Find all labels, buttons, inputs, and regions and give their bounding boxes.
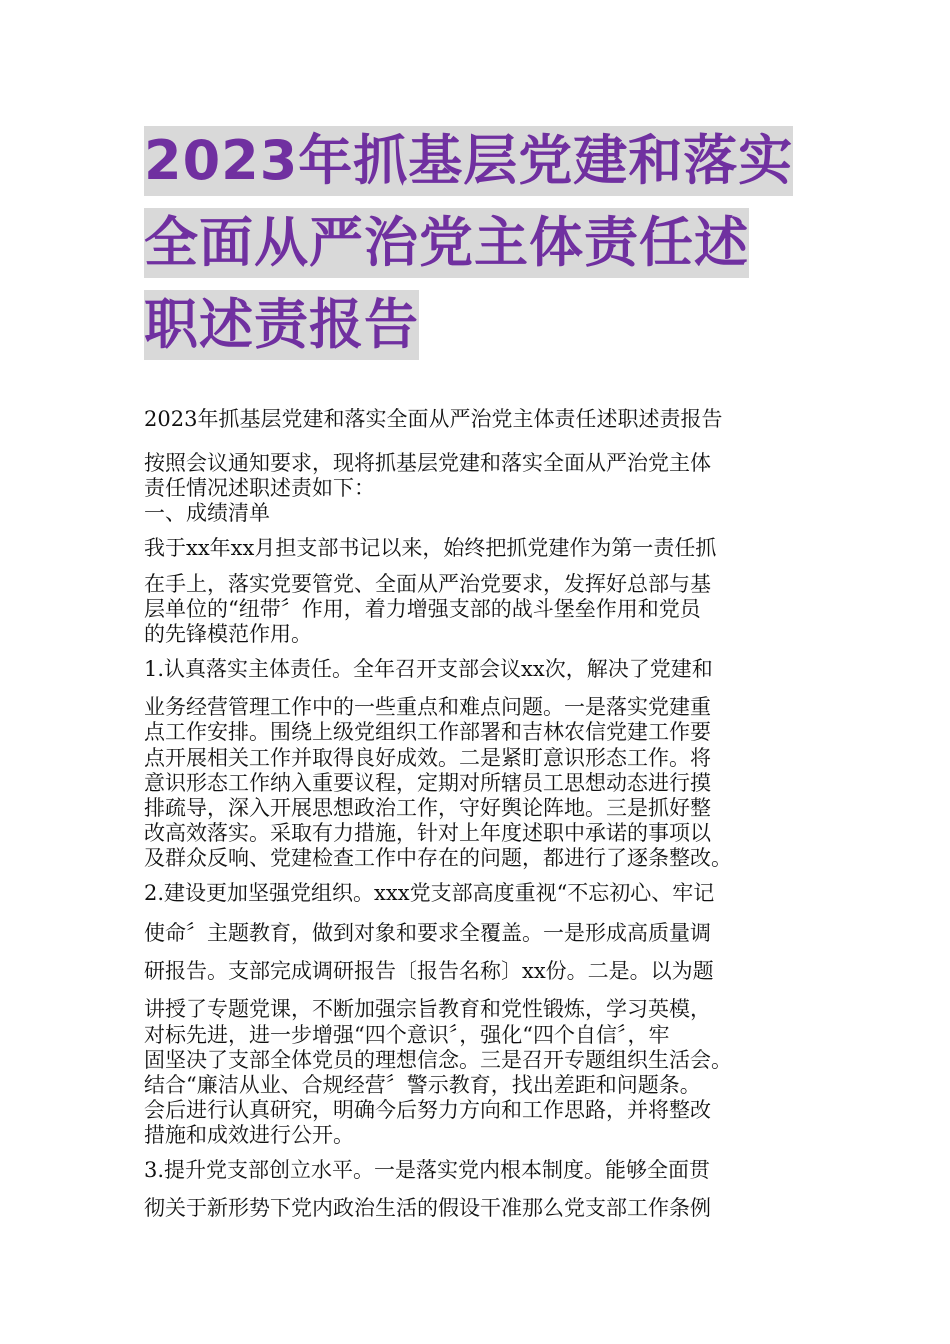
paragraph-line: 的先锋模范作用。	[144, 622, 312, 646]
item-1-line: 排疏导，深入开展思想政治工作，守好舆论阵地。三是抓好整	[144, 796, 711, 820]
item-2-line: 使命〞主题教育，做到对象和要求全覆盖。一是形成高质量调	[144, 921, 711, 945]
item-1-line: 点工作安排。围绕上级党组织工作部署和吉林农信党建工作要	[144, 720, 711, 744]
intro-line: 责任情况述职述责如下：	[144, 476, 375, 500]
item-2-line: 固坚决了支部全体党员的理想信念。三是召开专题组织生活会。	[144, 1048, 732, 1072]
item-1-line: 意识形态工作纳入重要议程，定期对所辖员工思想动态进行摸	[144, 771, 711, 795]
title-line	[144, 208, 814, 278]
section-heading: 一、成绩清单	[144, 501, 270, 525]
item-2-line: 2.建设更加坚强党组织。xxx党支部高度重视“不忘初心、牢记	[144, 881, 715, 905]
title-line	[144, 290, 814, 360]
item-2-line: 措施和成效进行公开。	[144, 1123, 354, 1147]
item-2-line: 会后进行认真研究，明确今后努力方向和工作思路，并将整改	[144, 1098, 711, 1122]
item-1-line: 及群众反响、党建检查工作中存在的问题，都进行了逐条整改。	[144, 846, 732, 870]
paragraph-line: 我于xx年xx月担支部书记以来，始终把抓党建作为第一责任抓	[144, 536, 717, 560]
document-title	[144, 126, 814, 372]
title-line	[144, 126, 814, 196]
item-2-line: 研报告。支部完成调研报告〔报告名称〕xx份。二是。以为题	[144, 959, 714, 983]
item-1-line: 改高效落实。采取有力措施，针对上年度述职中承诺的事项以	[144, 821, 711, 845]
item-1-line: 1.认真落实主体责任。全年召开支部会议xx次，解决了党建和	[144, 657, 713, 681]
item-3-line: 3.提升党支部创立水平。一是落实党内根本制度。能够全面贯	[144, 1158, 711, 1182]
item-1-line: 点开展相关工作并取得良好成效。二是紧盯意识形态工作。将	[144, 746, 711, 770]
item-1-line: 业务经营管理工作中的一些重点和难点问题。一是落实党建重	[144, 695, 711, 719]
item-2-line: 结合“廉洁从业、合规经营〞警示教育，找出差距和问题条。	[144, 1073, 701, 1097]
paragraph-line: 在手上，落实党要管党、全面从严治党要求，发挥好总部与基	[144, 572, 711, 596]
item-2-line: 讲授了专题党课，不断加强宗旨教育和党性锻炼，学习英模，	[144, 997, 711, 1021]
intro-line: 按照会议通知要求，现将抓基层党建和落实全面从严治党主体	[144, 451, 711, 475]
title-line-text: 全面从严治党主体责任述	[144, 208, 749, 278]
item-2-line: 对标先进，进一步增强“四个意识〞，强化“四个自信〞，牢	[144, 1023, 670, 1047]
item-3-line: 彻关于新形势下党内政治生活的假设干准那么党支部工作条例	[144, 1196, 711, 1220]
title-line-text: 职述责报告	[144, 290, 419, 360]
title-line-text: 2023年抓基层党建和落实	[144, 126, 793, 196]
subtitle-line: 2023年抓基层党建和落实全面从严治党主体责任述职述责报告	[144, 407, 723, 431]
paragraph-line: 层单位的“纽带〞作用，着力增强支部的战斗堡垒作用和党员	[144, 597, 701, 621]
